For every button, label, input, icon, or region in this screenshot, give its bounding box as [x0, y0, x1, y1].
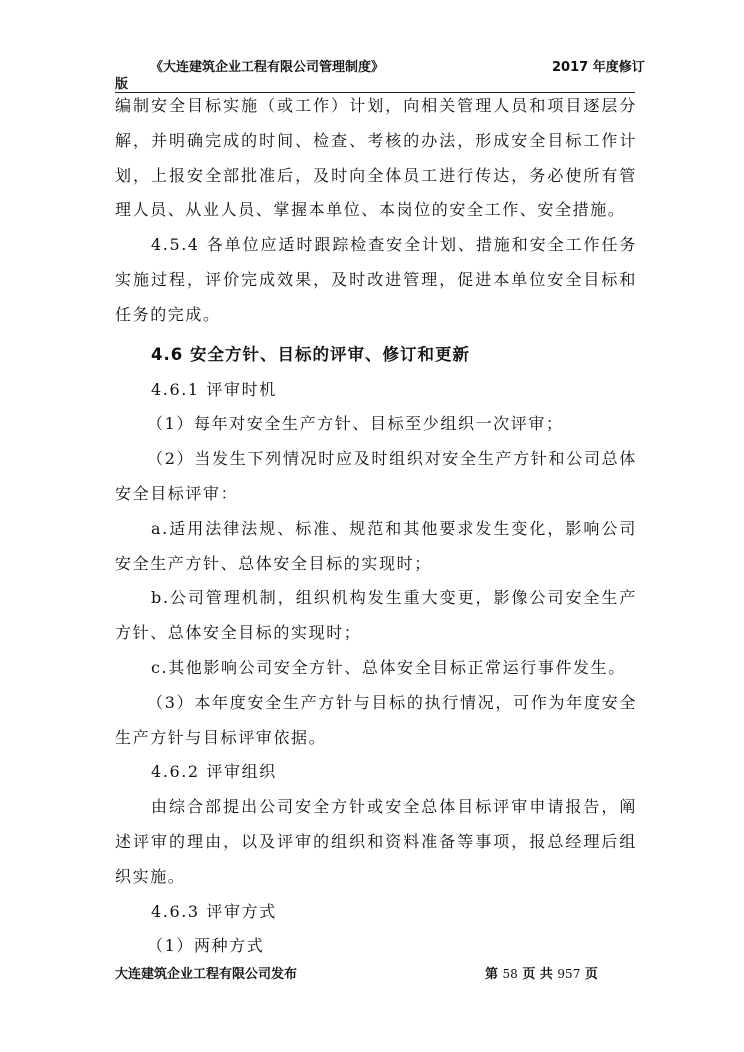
paragraph-review-org: 由综合部提出公司安全方针或安全总体目标评审申请报告，阐述评审的理由，以及评审的组织和资料准备等事项，报总经理后组织实施。 [115, 797, 637, 886]
page-footer [115, 963, 635, 983]
page-indicator [485, 963, 598, 982]
footer-publisher: 大连建筑企业工程有限公司发布 [115, 967, 298, 982]
paragraph-continued: 编制安全目标实施（或工作）计划，向相关管理人员和项目逐层分解，并明确完成的时间、检查、考核的办法，形成安全目标工作计划，上报安全部批准后，及时向全体员工进行传达，务必使所有管理人员、从业人员、掌握本单位、本岗位的安全工作、安全措施。 [115, 96, 637, 220]
list-item-b: b.公司管理机制，组织机构发生重大变更，影像公司安全生产方针、总体安全目标的实现时； [115, 588, 637, 643]
list-item-a: a.适用法律法规、标准、规范和其他要求发生变化，影响公司安全生产方针、总体安全目标的实现时； [115, 518, 637, 573]
subsection-4-6-3: 4.6.3 评审方式 [151, 901, 277, 921]
section-heading-4-6: 4.6 安全方针、目标的评审、修订和更新 [151, 344, 470, 364]
subsection-4-6-1: 4.6.1 评审时机 [151, 379, 277, 399]
page-mid: 页 共 [522, 967, 553, 982]
list-item-2: （2）当发生下列情况时应及时组织对安全生产方针和公司总体安全目标评审： [115, 449, 637, 503]
document-body [115, 89, 637, 964]
paragraph-4-5-4: 4.5.4 各单位应适时跟踪检查安全计划、措施和安全工作任务实施过程，评价完成效果，及时改进管理，促进本单位安全目标和任务的完成。 [115, 235, 637, 324]
list-item-3: （3）本年度安全生产方针与目标的执行情况，可作为年度安全生产方针与目标评审依据。 [115, 692, 637, 747]
header-title: 《大连建筑企业工程有限公司管理制度》 [150, 60, 385, 75]
header-edition-cont: 版 [115, 77, 129, 92]
header-edition: 2017 年度修订 [552, 60, 645, 75]
list-item-1: （1）每年对安全生产方针、目标至少组织一次评审； [147, 414, 564, 434]
list-item-c: c.其他影响公司安全方针、总体安全目标正常运行事件发生。 [151, 657, 626, 677]
list-item-ways: （1）两种方式 [147, 936, 265, 956]
page-total: 957 [557, 967, 581, 981]
page-suffix: 页 [584, 967, 598, 982]
subsection-4-6-2: 4.6.2 评审组织 [151, 762, 277, 782]
page-prefix: 第 [485, 967, 499, 982]
page-number: 58 [502, 967, 518, 981]
